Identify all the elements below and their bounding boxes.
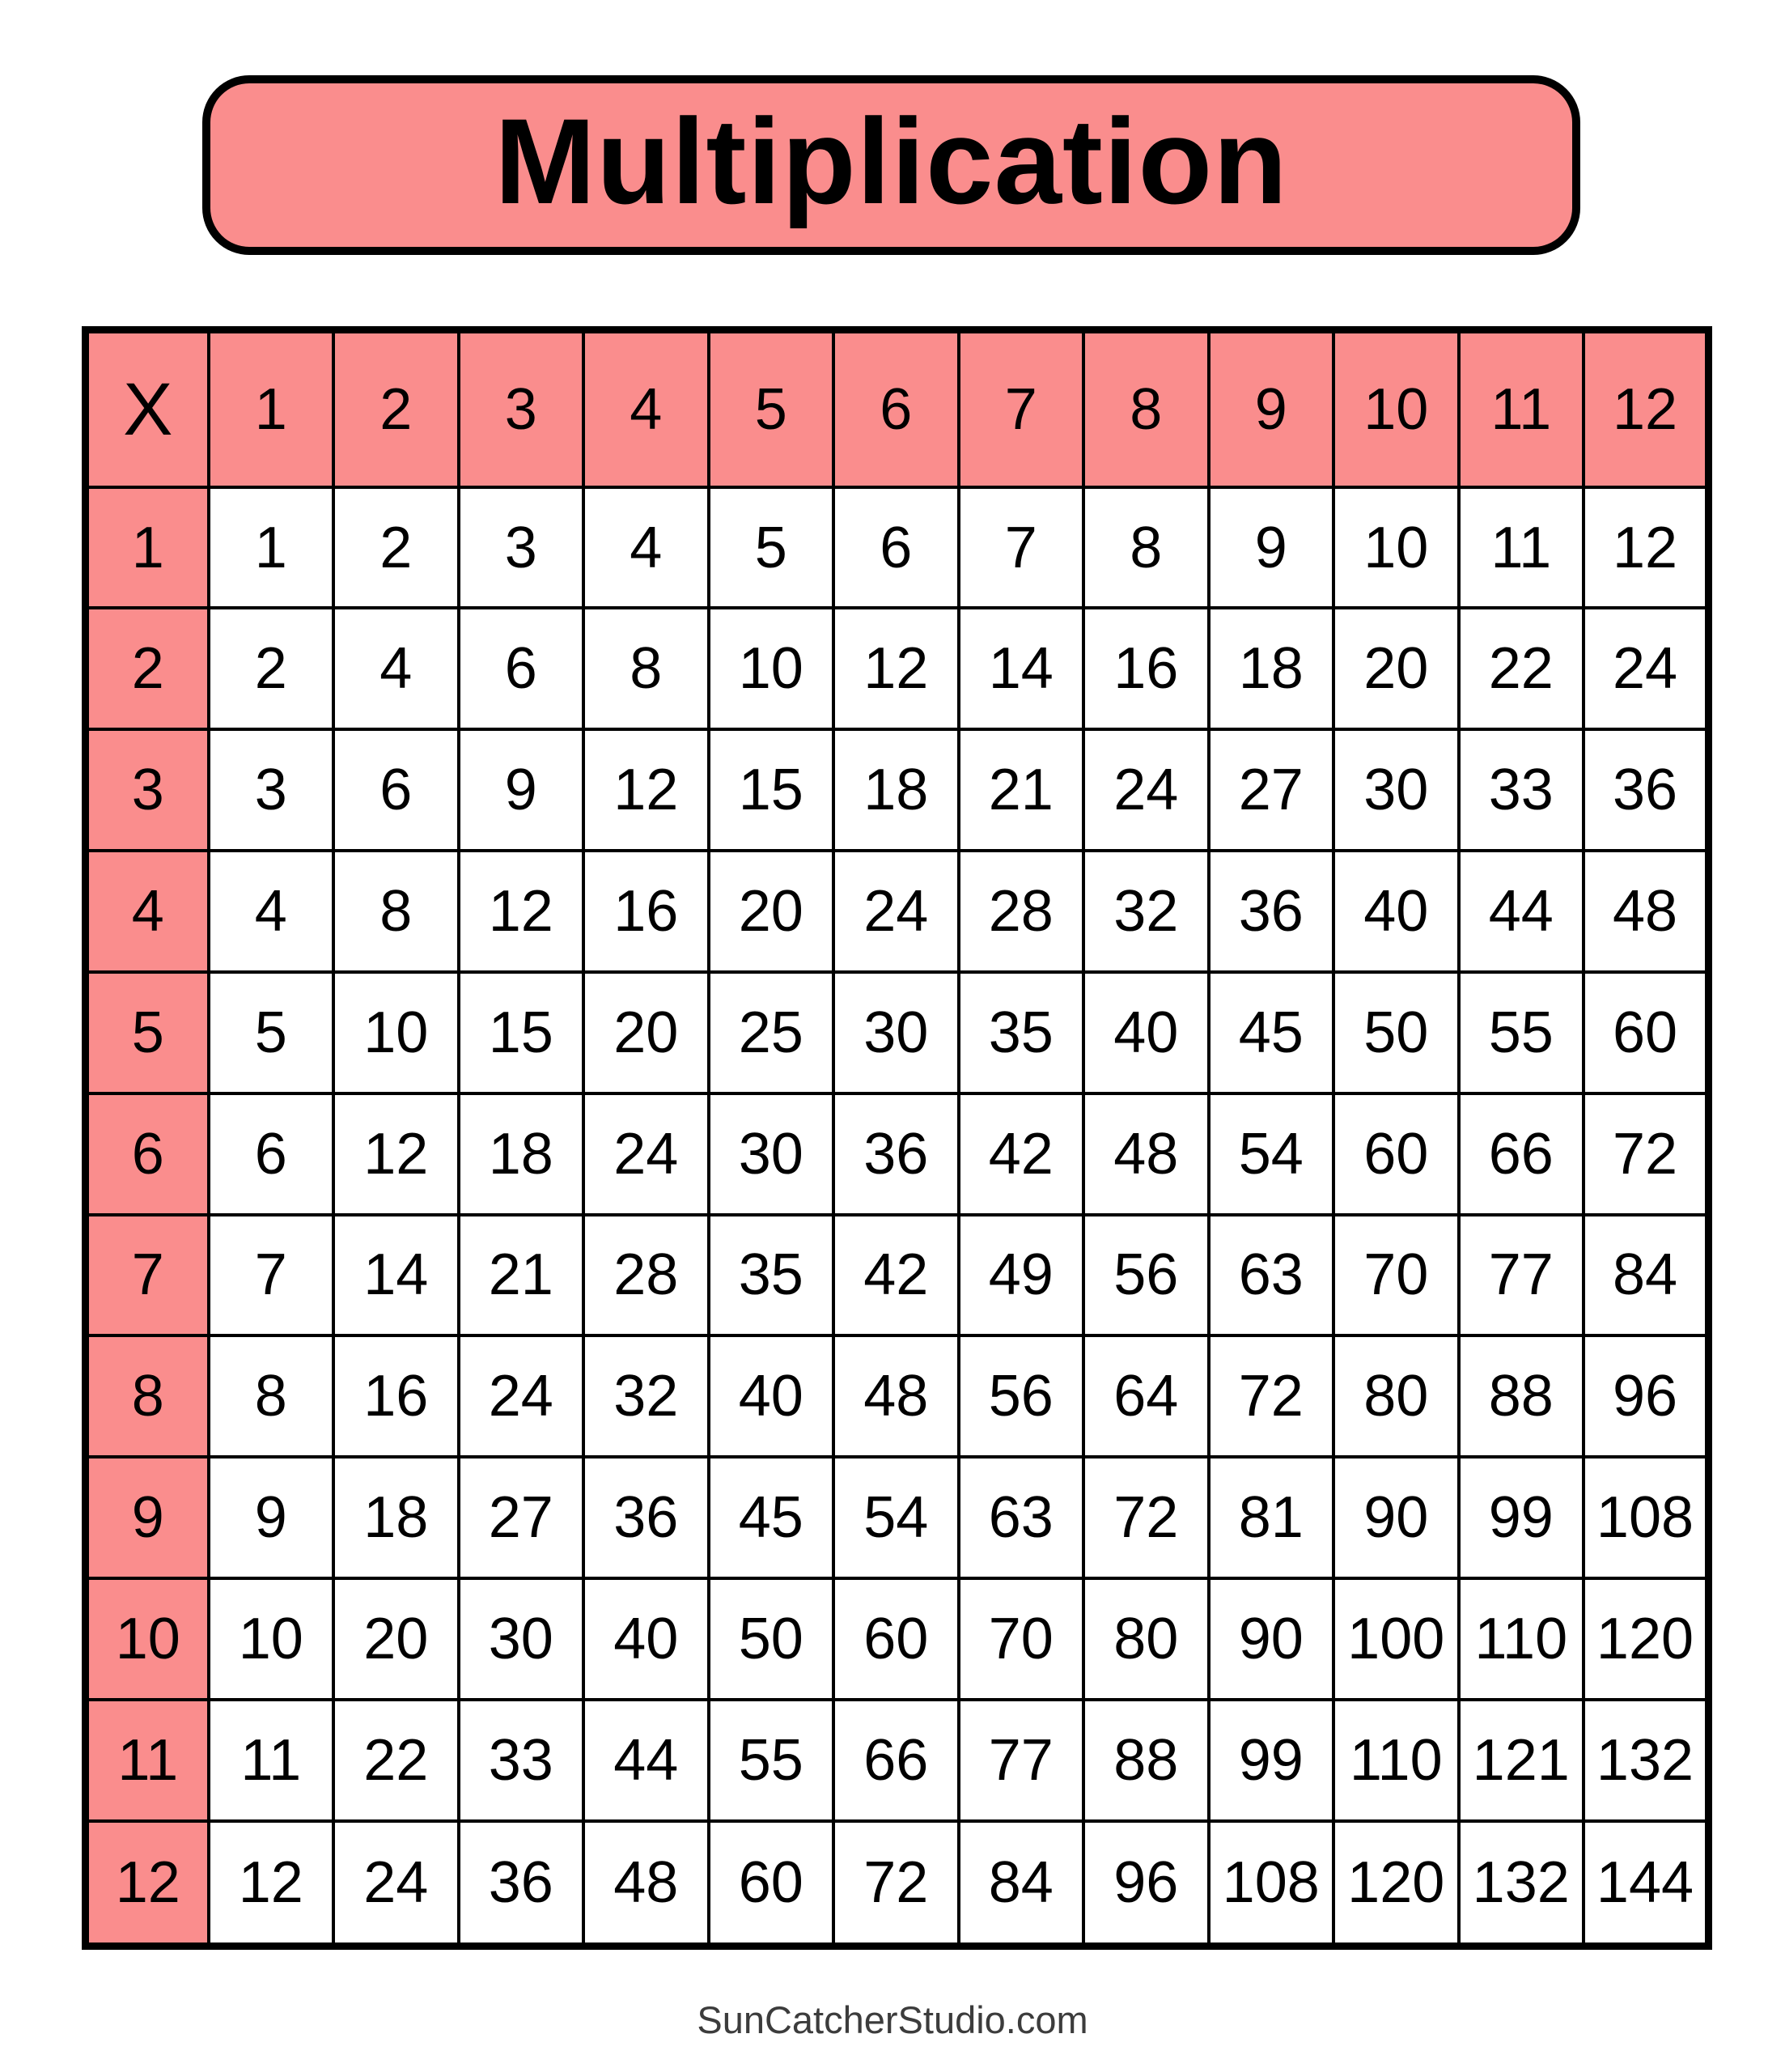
product-cell: 77: [959, 1700, 1084, 1821]
product-cell: 35: [959, 972, 1084, 1093]
row-header-cell: 2: [86, 608, 209, 729]
product-cell: 49: [959, 1215, 1084, 1336]
product-cell: 88: [1459, 1335, 1584, 1457]
product-cell: 88: [1083, 1700, 1209, 1821]
product-cell: 6: [333, 729, 459, 851]
column-header-cell: 8: [1083, 330, 1209, 487]
product-cell: 20: [583, 972, 709, 1093]
product-cell: 6: [209, 1093, 334, 1215]
product-cell: 6: [459, 608, 584, 729]
row-header-cell: 1: [86, 487, 209, 609]
product-cell: 30: [833, 972, 959, 1093]
row-header-cell: 10: [86, 1578, 209, 1700]
row-header-cell: 7: [86, 1215, 209, 1336]
table-row: [86, 1215, 1709, 1336]
product-cell: 12: [833, 608, 959, 729]
row-header-cell: 4: [86, 851, 209, 972]
column-header-cell: 11: [1459, 330, 1584, 487]
product-cell: 20: [333, 1578, 459, 1700]
product-cell: 48: [1083, 1093, 1209, 1215]
column-header-cell: 9: [1209, 330, 1334, 487]
product-cell: 33: [459, 1700, 584, 1821]
product-cell: 27: [1209, 729, 1334, 851]
product-cell: 24: [1083, 729, 1209, 851]
product-cell: 12: [1584, 487, 1709, 609]
product-cell: 11: [209, 1700, 334, 1821]
product-cell: 84: [959, 1821, 1084, 1947]
column-header-cell: 7: [959, 330, 1084, 487]
product-cell: 8: [333, 851, 459, 972]
row-header-cell: 6: [86, 1093, 209, 1215]
product-cell: 72: [1083, 1457, 1209, 1578]
product-cell: 14: [333, 1215, 459, 1336]
product-cell: 144: [1584, 1821, 1709, 1947]
column-header-cell: 2: [333, 330, 459, 487]
product-cell: 21: [959, 729, 1084, 851]
product-cell: 4: [209, 851, 334, 972]
product-cell: 5: [209, 972, 334, 1093]
product-cell: 60: [1333, 1093, 1459, 1215]
product-cell: 12: [583, 729, 709, 851]
product-cell: 22: [1459, 608, 1584, 729]
product-cell: 50: [709, 1578, 834, 1700]
product-cell: 2: [209, 608, 334, 729]
row-header-cell: 9: [86, 1457, 209, 1578]
product-cell: 48: [583, 1821, 709, 1947]
product-cell: 16: [333, 1335, 459, 1457]
product-cell: 48: [1584, 851, 1709, 972]
row-header-cell: 11: [86, 1700, 209, 1821]
product-cell: 12: [459, 851, 584, 972]
row-header-cell: 12: [86, 1821, 209, 1947]
product-cell: 8: [1083, 487, 1209, 609]
table-row: [86, 487, 1709, 609]
product-cell: 99: [1459, 1457, 1584, 1578]
product-cell: 32: [1083, 851, 1209, 972]
multiplication-table: [82, 326, 1712, 1950]
table-row: [86, 1821, 1709, 1947]
product-cell: 30: [1333, 729, 1459, 851]
product-cell: 9: [209, 1457, 334, 1578]
row-header-cell: 3: [86, 729, 209, 851]
product-cell: 42: [959, 1093, 1084, 1215]
product-cell: 132: [1459, 1821, 1584, 1947]
product-cell: 6: [833, 487, 959, 609]
table-row: [86, 1578, 1709, 1700]
product-cell: 90: [1333, 1457, 1459, 1578]
product-cell: 121: [1459, 1700, 1584, 1821]
product-cell: 54: [833, 1457, 959, 1578]
product-cell: 120: [1584, 1578, 1709, 1700]
product-cell: 96: [1083, 1821, 1209, 1947]
product-cell: 20: [709, 851, 834, 972]
row-header-cell: 5: [86, 972, 209, 1093]
table-row: [86, 972, 1709, 1093]
product-cell: 66: [1459, 1093, 1584, 1215]
product-cell: 40: [1083, 972, 1209, 1093]
footer-credit: SunCatcherStudio.com: [697, 1998, 1088, 2041]
product-cell: 28: [583, 1215, 709, 1336]
product-cell: 72: [1584, 1093, 1709, 1215]
product-cell: 3: [209, 729, 334, 851]
product-cell: 40: [583, 1578, 709, 1700]
column-header-cell: 10: [1333, 330, 1459, 487]
product-cell: 22: [333, 1700, 459, 1821]
product-cell: 32: [583, 1335, 709, 1457]
column-header-cell: 5: [709, 330, 834, 487]
product-cell: 64: [1083, 1335, 1209, 1457]
product-cell: 10: [333, 972, 459, 1093]
corner-cell: X: [86, 330, 209, 487]
product-cell: 28: [959, 851, 1084, 972]
product-cell: 100: [1333, 1578, 1459, 1700]
product-cell: 4: [333, 608, 459, 729]
product-cell: 16: [1083, 608, 1209, 729]
product-cell: 44: [583, 1700, 709, 1821]
product-cell: 10: [1333, 487, 1459, 609]
product-cell: 50: [1333, 972, 1459, 1093]
product-cell: 8: [209, 1335, 334, 1457]
column-header-cell: 3: [459, 330, 584, 487]
product-cell: 72: [833, 1821, 959, 1947]
product-cell: 30: [459, 1578, 584, 1700]
product-cell: 30: [709, 1093, 834, 1215]
product-cell: 9: [1209, 487, 1334, 609]
product-cell: 10: [709, 608, 834, 729]
header-row: [86, 330, 1709, 487]
product-cell: 110: [1333, 1700, 1459, 1821]
product-cell: 60: [833, 1578, 959, 1700]
title-banner: [202, 75, 1580, 255]
product-cell: 10: [209, 1578, 334, 1700]
product-cell: 132: [1584, 1700, 1709, 1821]
product-cell: 24: [333, 1821, 459, 1947]
product-cell: 16: [583, 851, 709, 972]
product-cell: 11: [1459, 487, 1584, 609]
product-cell: 99: [1209, 1700, 1334, 1821]
multiplication-table-body: [86, 330, 1709, 1947]
product-cell: 66: [833, 1700, 959, 1821]
product-cell: 54: [1209, 1093, 1334, 1215]
product-cell: 36: [1584, 729, 1709, 851]
table-row: [86, 729, 1709, 851]
product-cell: 60: [1584, 972, 1709, 1093]
product-cell: 110: [1459, 1578, 1584, 1700]
product-cell: 48: [833, 1335, 959, 1457]
table-row: [86, 1700, 1709, 1821]
product-cell: 42: [833, 1215, 959, 1336]
product-cell: 7: [959, 487, 1084, 609]
product-cell: 56: [959, 1335, 1084, 1457]
product-cell: 40: [1333, 851, 1459, 972]
product-cell: 36: [583, 1457, 709, 1578]
product-cell: 96: [1584, 1335, 1709, 1457]
table-row: [86, 1335, 1709, 1457]
product-cell: 18: [333, 1457, 459, 1578]
product-cell: 81: [1209, 1457, 1334, 1578]
product-cell: 8: [583, 608, 709, 729]
product-cell: 3: [459, 487, 584, 609]
product-cell: 70: [959, 1578, 1084, 1700]
table-row: [86, 851, 1709, 972]
product-cell: 56: [1083, 1215, 1209, 1336]
product-cell: 80: [1083, 1578, 1209, 1700]
table-row: [86, 608, 1709, 729]
product-cell: 27: [459, 1457, 584, 1578]
product-cell: 2: [333, 487, 459, 609]
product-cell: 9: [459, 729, 584, 851]
product-cell: 5: [709, 487, 834, 609]
column-header-cell: 1: [209, 330, 334, 487]
product-cell: 108: [1209, 1821, 1334, 1947]
page-title: Multiplication: [494, 93, 1288, 229]
product-cell: 72: [1209, 1335, 1334, 1457]
column-header-cell: 4: [583, 330, 709, 487]
product-cell: 108: [1584, 1457, 1709, 1578]
product-cell: 55: [709, 1700, 834, 1821]
table-row: [86, 1457, 1709, 1578]
product-cell: 55: [1459, 972, 1584, 1093]
row-header-cell: 8: [86, 1335, 209, 1457]
column-header-cell: 12: [1584, 330, 1709, 487]
product-cell: 90: [1209, 1578, 1334, 1700]
product-cell: 18: [833, 729, 959, 851]
product-cell: 24: [459, 1335, 584, 1457]
product-cell: 25: [709, 972, 834, 1093]
product-cell: 4: [583, 487, 709, 609]
product-cell: 40: [709, 1335, 834, 1457]
product-cell: 24: [833, 851, 959, 972]
product-cell: 12: [209, 1821, 334, 1947]
product-cell: 120: [1333, 1821, 1459, 1947]
product-cell: 45: [709, 1457, 834, 1578]
product-cell: 36: [833, 1093, 959, 1215]
product-cell: 36: [1209, 851, 1334, 972]
product-cell: 33: [1459, 729, 1584, 851]
product-cell: 44: [1459, 851, 1584, 972]
product-cell: 7: [209, 1215, 334, 1336]
product-cell: 15: [709, 729, 834, 851]
product-cell: 18: [1209, 608, 1334, 729]
product-cell: 24: [1584, 608, 1709, 729]
product-cell: 24: [583, 1093, 709, 1215]
product-cell: 18: [459, 1093, 584, 1215]
product-cell: 15: [459, 972, 584, 1093]
product-cell: 21: [459, 1215, 584, 1336]
product-cell: 35: [709, 1215, 834, 1336]
product-cell: 63: [1209, 1215, 1334, 1336]
product-cell: 1: [209, 487, 334, 609]
product-cell: 45: [1209, 972, 1334, 1093]
column-header-cell: 6: [833, 330, 959, 487]
product-cell: 20: [1333, 608, 1459, 729]
product-cell: 60: [709, 1821, 834, 1947]
product-cell: 70: [1333, 1215, 1459, 1336]
product-cell: 84: [1584, 1215, 1709, 1336]
product-cell: 80: [1333, 1335, 1459, 1457]
table-row: [86, 1093, 1709, 1215]
product-cell: 14: [959, 608, 1084, 729]
product-cell: 12: [333, 1093, 459, 1215]
product-cell: 63: [959, 1457, 1084, 1578]
product-cell: 36: [459, 1821, 584, 1947]
product-cell: 77: [1459, 1215, 1584, 1336]
